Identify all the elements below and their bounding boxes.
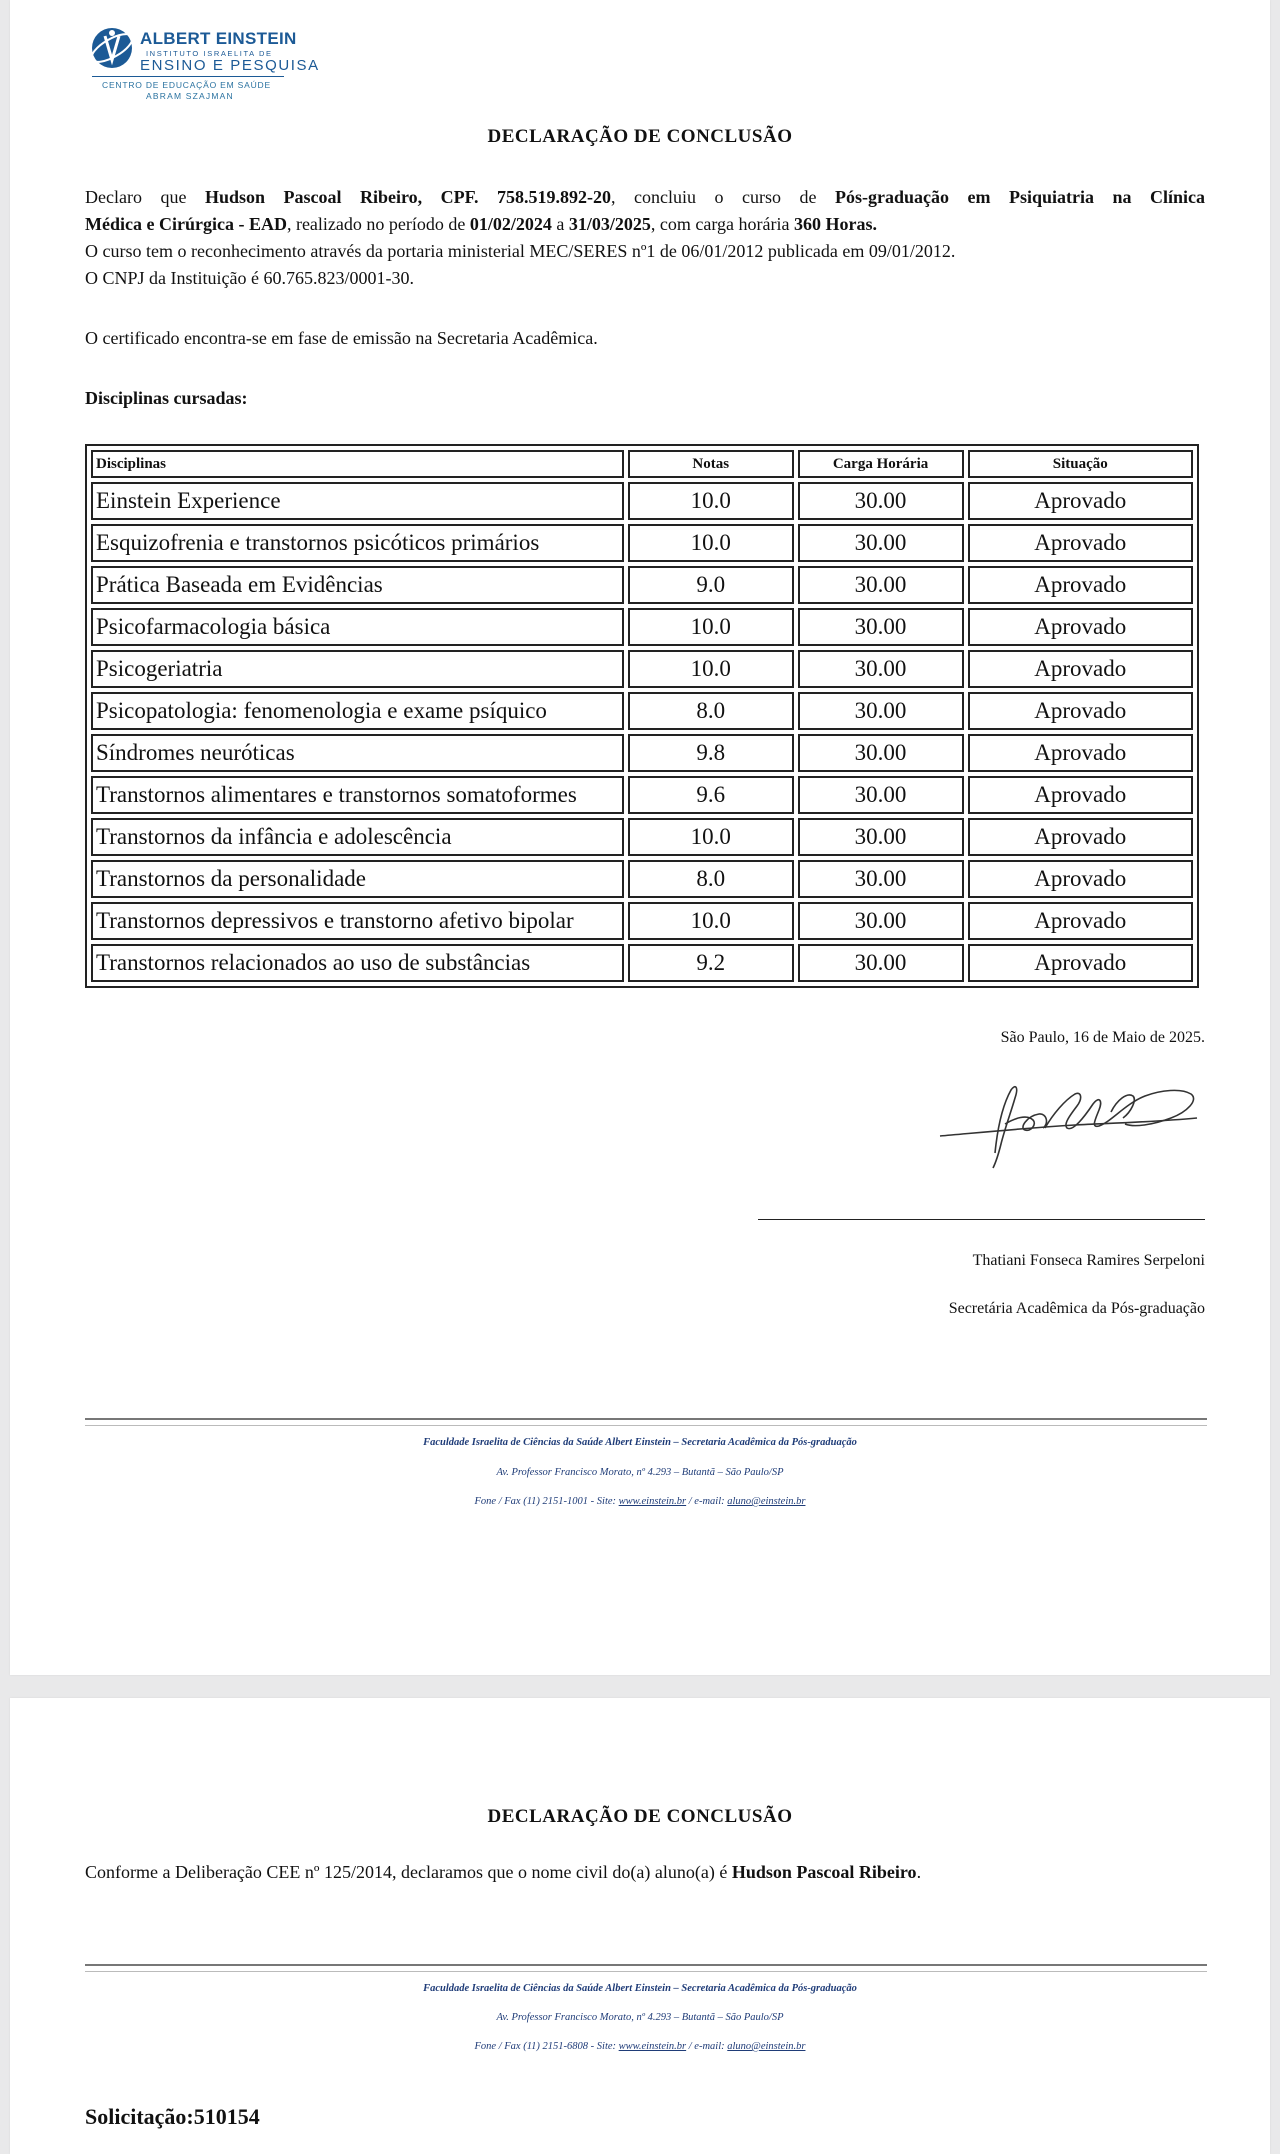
subject-grade: 10.0 bbox=[628, 482, 794, 520]
footer-email-label: / e-mail: bbox=[686, 2041, 728, 2052]
document-page-2 bbox=[10, 1698, 1270, 2154]
text-segment: a bbox=[551, 214, 569, 234]
table-row bbox=[91, 692, 1193, 730]
declaration-suffix: . bbox=[916, 1862, 922, 1882]
subject-workload: 30.00 bbox=[798, 944, 964, 982]
subject-grade: 9.6 bbox=[628, 776, 794, 814]
institution-logo bbox=[88, 20, 320, 101]
subject-workload: 30.00 bbox=[798, 776, 964, 814]
subject-grade: 8.0 bbox=[628, 692, 794, 730]
paragraph-line-2 bbox=[85, 211, 1205, 238]
course-hours: 360 Horas. bbox=[794, 214, 878, 234]
subject-name: Prática Baseada em Evidências bbox=[91, 566, 624, 604]
signatory-role: Secretária Acadêmica da Pós-graduação bbox=[948, 1300, 1205, 1317]
subject-grade: 8.0 bbox=[628, 860, 794, 898]
subject-status: Aprovado bbox=[968, 650, 1193, 688]
handwritten-signature bbox=[935, 1078, 1205, 1178]
footer-phone: Fone / Fax (11) 2151-1001 - Site: bbox=[474, 1496, 619, 1507]
table-row bbox=[91, 734, 1193, 772]
footer-phone: Fone / Fax (11) 2151-6808 - Site: bbox=[474, 2041, 619, 2052]
subject-grade: 10.0 bbox=[628, 818, 794, 856]
subject-name: Transtornos alimentares e transtornos somatoformes bbox=[91, 776, 624, 814]
subject-name: Esquizofrenia e transtornos psicóticos primários bbox=[91, 524, 624, 562]
end-date: 31/03/2025 bbox=[568, 214, 651, 234]
subject-name: Transtornos relacionados ao uso de substâncias bbox=[91, 944, 624, 982]
logo-line2: ENSINO E PESQUISA bbox=[140, 57, 320, 74]
course-name-part2: Médica e Cirúrgica - EAD bbox=[85, 214, 287, 234]
header-workload: Carga Horária bbox=[798, 450, 964, 478]
subject-name: Psicofarmacologia básica bbox=[91, 608, 624, 646]
subject-name: Einstein Experience bbox=[91, 482, 624, 520]
text-segment: , concluiu o curso de bbox=[611, 187, 835, 207]
subject-workload: 30.00 bbox=[798, 608, 964, 646]
subject-workload: 30.00 bbox=[798, 818, 964, 856]
subject-status: Aprovado bbox=[968, 818, 1193, 856]
page-title: DECLARAÇÃO DE CONCLUSÃO bbox=[487, 1806, 793, 1827]
table-row bbox=[91, 482, 1193, 520]
certificate-note: O certificado encontra-se em fase de emissão na Secretaria Acadêmica. bbox=[85, 328, 598, 348]
table-row bbox=[91, 650, 1193, 688]
text-segment: , realizado no período de bbox=[286, 214, 470, 234]
subject-status: Aprovado bbox=[968, 566, 1193, 604]
subject-grade: 10.0 bbox=[628, 608, 794, 646]
table-row bbox=[91, 608, 1193, 646]
subjects-heading: Disciplinas cursadas: bbox=[85, 388, 248, 408]
subject-workload: 30.00 bbox=[798, 524, 964, 562]
footer-institution: Faculdade Israelita de Ciências da Saúde Albert Einstein – Secretaria Acadêmica da Pós-graduação bbox=[423, 1437, 857, 1448]
declaration-paragraph bbox=[85, 184, 1205, 292]
course-name-part1: Pós-graduação em Psiquiatria na Clínica bbox=[835, 187, 1206, 207]
table-row bbox=[91, 524, 1193, 562]
subject-name: Transtornos da personalidade bbox=[91, 860, 624, 898]
subject-status: Aprovado bbox=[968, 524, 1193, 562]
table-row bbox=[91, 944, 1193, 982]
declaration-prefix: Conforme a Deliberação CEE nº 125/2014, declaramos que o nome civil do(a) aluno(a) é bbox=[85, 1862, 732, 1882]
table-row bbox=[91, 566, 1193, 604]
signatory-name: Thatiani Fonseca Ramires Serpeloni bbox=[972, 1252, 1205, 1269]
subjects-table bbox=[85, 444, 1199, 988]
subject-grade: 10.0 bbox=[628, 524, 794, 562]
subject-grade: 9.8 bbox=[628, 734, 794, 772]
subject-status: Aprovado bbox=[968, 860, 1193, 898]
subject-status: Aprovado bbox=[968, 734, 1193, 772]
request-number: Solicitação:510154 bbox=[85, 2104, 260, 2129]
subject-status: Aprovado bbox=[968, 776, 1193, 814]
subject-grade: 9.0 bbox=[628, 566, 794, 604]
start-date: 01/02/2024 bbox=[469, 214, 552, 234]
footer-contact bbox=[10, 1496, 1270, 1507]
logo-line3: CENTRO DE EDUCAÇÃO EM SAÚDE bbox=[102, 80, 271, 90]
einstein-logo-icon bbox=[88, 20, 138, 76]
subject-workload: 30.00 bbox=[798, 734, 964, 772]
recognition-line: O curso tem o reconhecimento através da portaria ministerial MEC/SERES nº1 de 06/01/2012 publicada em 09/01/2012. bbox=[85, 241, 956, 261]
student-name-cpf: Hudson Pascoal Ribeiro, CPF. 758.519.892-20 bbox=[204, 187, 612, 207]
table-row bbox=[91, 818, 1193, 856]
subject-name: Transtornos depressivos e transtorno afetivo bipolar bbox=[91, 902, 624, 940]
subject-status: Aprovado bbox=[968, 692, 1193, 730]
logo-line4: ABRAM SZAJMAN bbox=[146, 91, 234, 101]
page-title: DECLARAÇÃO DE CONCLUSÃO bbox=[487, 126, 793, 147]
footer-contact bbox=[10, 2041, 1270, 2052]
footer-site-link[interactable]: www.einstein.br bbox=[618, 1496, 687, 1507]
footer-divider bbox=[85, 1418, 1207, 1426]
footer-address: Av. Professor Francisco Morato, nº 4.293 – Butantã – São Paulo/SP bbox=[496, 2012, 784, 2023]
logo-divider bbox=[92, 76, 284, 77]
subject-workload: 30.00 bbox=[798, 902, 964, 940]
subject-grade: 10.0 bbox=[628, 902, 794, 940]
subject-workload: 30.00 bbox=[798, 650, 964, 688]
header-grades: Notas bbox=[628, 450, 794, 478]
signature-line bbox=[758, 1219, 1205, 1220]
header-subjects: Disciplinas bbox=[91, 450, 624, 478]
civil-name-declaration bbox=[85, 1862, 921, 1883]
paragraph-line-1 bbox=[85, 184, 1205, 211]
text-segment: Declaro que bbox=[85, 187, 205, 207]
table-row bbox=[91, 776, 1193, 814]
subject-grade: 9.2 bbox=[628, 944, 794, 982]
subject-workload: 30.00 bbox=[798, 482, 964, 520]
subject-name: Transtornos da infância e adolescência bbox=[91, 818, 624, 856]
logo-line1: INSTITUTO ISRAELITA DE bbox=[146, 49, 273, 58]
student-name: Hudson Pascoal Ribeiro bbox=[731, 1862, 917, 1882]
subject-name: Psicopatologia: fenomenologia e exame psíquico bbox=[91, 692, 624, 730]
cnpj-line: O CNPJ da Instituição é 60.765.823/0001-30. bbox=[85, 268, 414, 288]
footer-email-link[interactable]: aluno@einstein.br bbox=[727, 1496, 806, 1507]
subject-workload: 30.00 bbox=[798, 860, 964, 898]
place-and-date: São Paulo, 16 de Maio de 2025. bbox=[1000, 1029, 1205, 1046]
subject-grade: 10.0 bbox=[628, 650, 794, 688]
footer-site-link[interactable]: www.einstein.br bbox=[618, 2041, 687, 2052]
table-header-row bbox=[91, 450, 1193, 478]
subject-status: Aprovado bbox=[968, 608, 1193, 646]
subject-workload: 30.00 bbox=[798, 692, 964, 730]
table-row bbox=[91, 860, 1193, 898]
footer-divider bbox=[85, 1964, 1207, 1972]
footer-email-link[interactable]: aluno@einstein.br bbox=[727, 2041, 806, 2052]
subject-status: Aprovado bbox=[968, 482, 1193, 520]
subject-status: Aprovado bbox=[968, 944, 1193, 982]
subject-status: Aprovado bbox=[968, 902, 1193, 940]
footer-institution: Faculdade Israelita de Ciências da Saúde Albert Einstein – Secretaria Acadêmica da Pós-graduação bbox=[423, 1983, 857, 1994]
footer-address: Av. Professor Francisco Morato, nº 4.293 – Butantã – São Paulo/SP bbox=[496, 1467, 784, 1478]
subject-name: Psicogeriatria bbox=[91, 650, 624, 688]
header-status: Situação bbox=[968, 450, 1193, 478]
text-segment: , com carga horária bbox=[650, 214, 795, 234]
subject-name: Síndromes neuróticas bbox=[91, 734, 624, 772]
footer-email-label: / e-mail: bbox=[686, 1496, 728, 1507]
table-row bbox=[91, 902, 1193, 940]
logo-name: ALBERT EINSTEIN bbox=[140, 29, 297, 48]
subject-workload: 30.00 bbox=[798, 566, 964, 604]
document-page-1 bbox=[10, 0, 1270, 1675]
